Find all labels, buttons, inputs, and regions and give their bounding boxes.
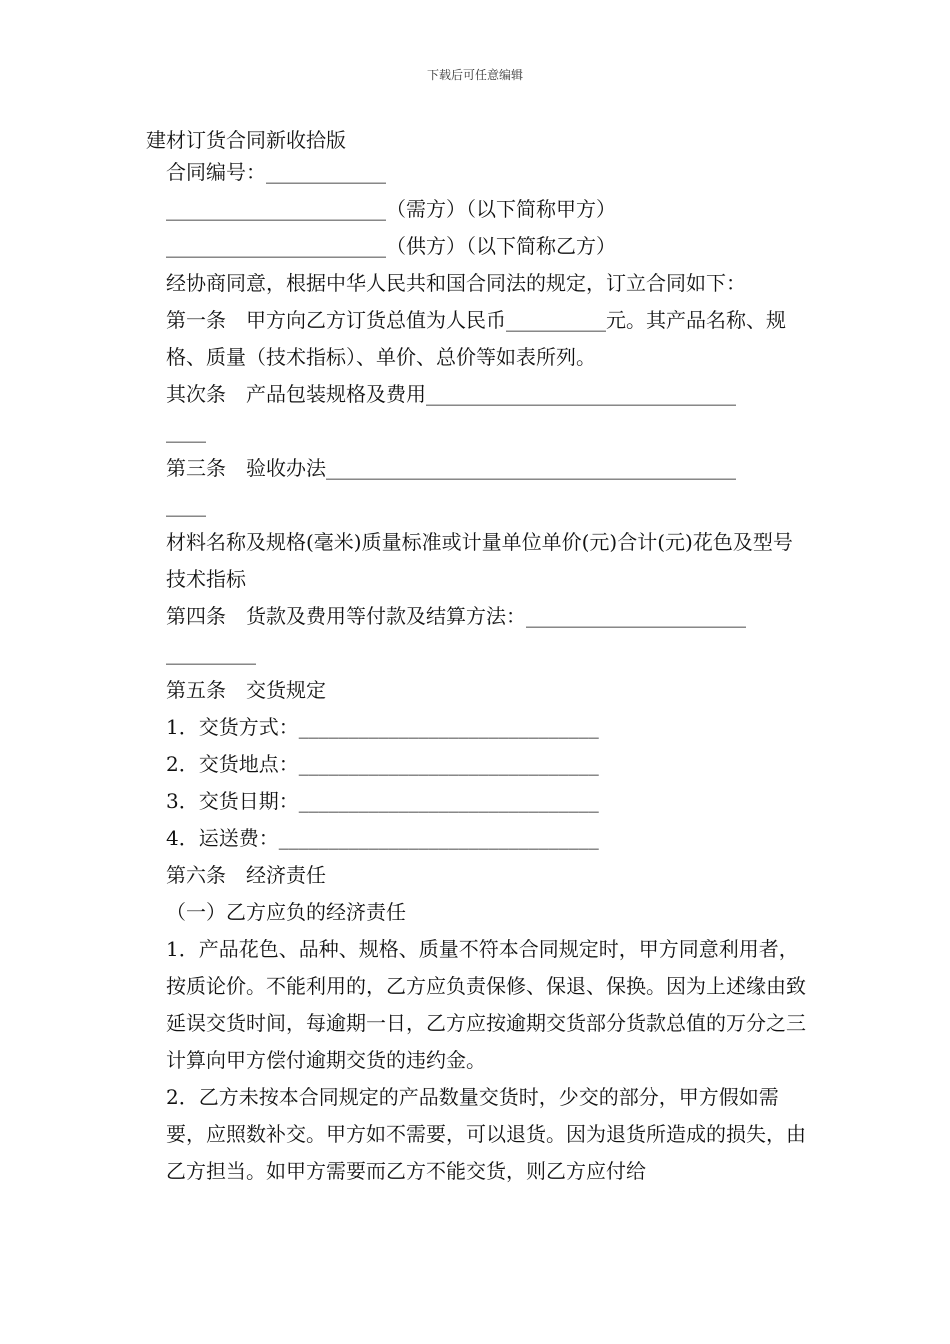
materials-table-header-paragraph: 材料名称及规格(毫米)质量标准或计量单位单价(元)合计(元)花色及型号技术指标 bbox=[166, 530, 793, 591]
liability-clause-2-paragraph: 2．乙方未按本合同规定的产品数量交货时，少交的部分，甲方假如需要，应照数补交。甲方如不需要，可以退货。因为退货所造成的损失，由乙方担当。如甲方需要而乙方不能交货，则乙方应付给 bbox=[166, 1085, 806, 1183]
article-1-paragraph: 第一条 甲方向乙方订货总值为人民币__________元。其产品名称、规格、质量（技术指标）、单价、总价等如表所列。 bbox=[166, 308, 786, 369]
liability-clause-1-paragraph: 1．产品花色、品种、规格、质量不符本合同规定时，甲方同意利用者，按质论价。不能利用的，乙方应负责保修、保退、保换。因为上述缘由致延误交货时间，每逾期一日，乙方应按逾期交货部分货款总值的万分之三计算向甲方偿付逾期交货的违约金。 bbox=[166, 937, 806, 1072]
preamble-paragraph: 经协商同意，根据中华人民共和国合同法的规定，订立合同如下： bbox=[166, 271, 746, 295]
article-2-paragraph: 其次条 产品包装规格及费用_______________________________ ____ bbox=[166, 382, 736, 443]
delivery-location-line: 2．交货地点：______________________________ bbox=[166, 752, 599, 776]
article-3-paragraph: 第三条 验收办法_________________________________________ ____ bbox=[166, 456, 736, 517]
article-6-heading: 第六条 经济责任 bbox=[166, 863, 326, 887]
document-title: 建材订货合同新收拾版 bbox=[146, 128, 346, 152]
contract-body bbox=[146, 154, 808, 1190]
article-4-paragraph: 第四条 货款及费用等付款及结算方法：______________________ _________ bbox=[166, 604, 746, 665]
contract-number-line: 合同编号：____________ bbox=[166, 160, 386, 184]
page-header-note: 下载后可任意编辑 bbox=[426, 68, 523, 82]
supplier-party-line: ______________________（供方）（以下简称乙方） bbox=[166, 234, 616, 258]
buyer-party-line: ______________________（需方）（以下简称甲方） bbox=[166, 197, 616, 221]
section-1-heading: （一）乙方应负的经济责任 bbox=[166, 900, 406, 924]
delivery-method-line: 1．交货方式：______________________________ bbox=[166, 715, 599, 739]
article-5-heading: 第五条 交货规定 bbox=[166, 678, 326, 702]
shipping-fee-line: 4．运送费：________________________________ bbox=[166, 826, 599, 850]
delivery-date-line: 3．交货日期：______________________________ bbox=[166, 789, 599, 813]
